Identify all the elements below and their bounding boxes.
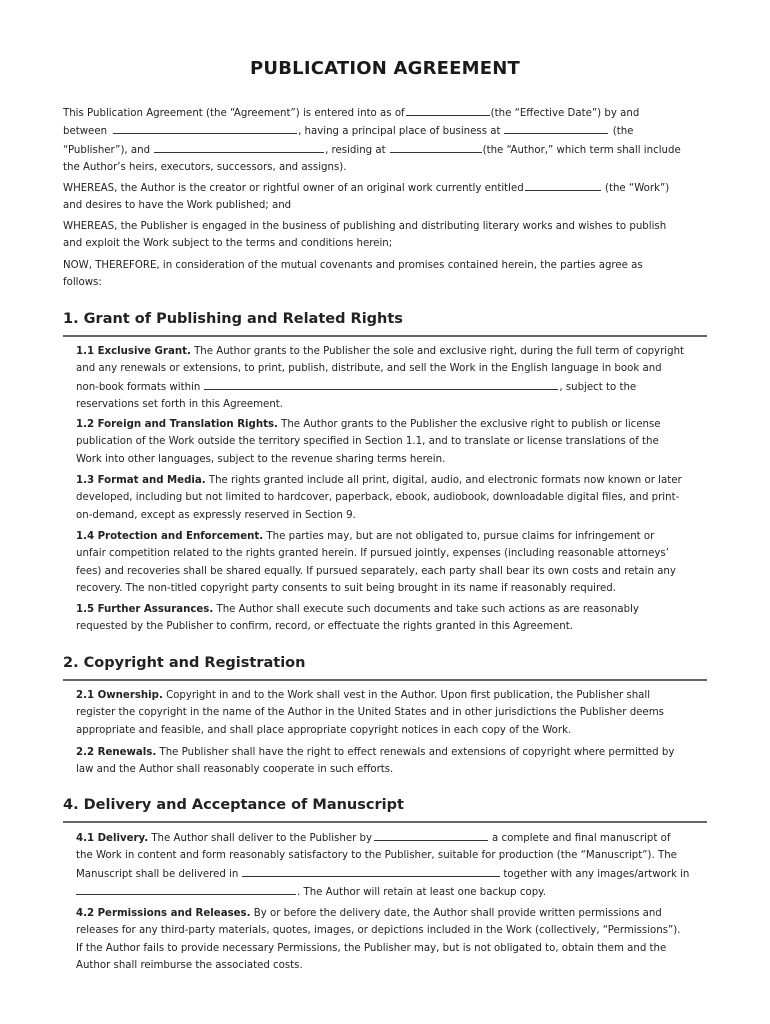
clause-line	[76, 905, 706, 922]
clause-label: 4.1 Delivery.	[76, 833, 149, 844]
clause-1-5	[76, 601, 706, 636]
clause-text: together with any images/artwork in	[503, 868, 690, 880]
clause-2-1	[76, 687, 706, 739]
clause-text: By or before the delivery date, the Author shall provide written permissions and	[250, 908, 662, 919]
intro-text: (the “Work”)	[605, 183, 670, 194]
artwork-format-blank[interactable]	[76, 883, 296, 895]
intro-line: NOW, THEREFORE, in consideration of the mutual covenants and promises contained herein, the parties agree as	[63, 260, 643, 271]
work-title-blank[interactable]	[525, 179, 601, 191]
clause-line	[76, 865, 706, 883]
effective-date-blank[interactable]	[406, 104, 490, 116]
clause-1-2	[76, 416, 706, 468]
clause-text: The Author grants to the Publisher the exclusive right to publish or license	[277, 419, 661, 430]
clause-4-1	[76, 829, 706, 902]
clause-line: register the copyright in the name of the Author in the United States and in other jurisdictions the Publisher deems	[76, 707, 664, 719]
clause-line	[76, 883, 706, 901]
author-name-blank[interactable]	[154, 141, 324, 153]
clause-4-2	[76, 905, 706, 975]
clause-line: If the Author fails to provide necessary Permissions, the Publisher may, but is not obligated to, obtain them and the	[76, 942, 667, 954]
clause-text: The Author shall execute such documents and take such actions as are reasonably	[213, 604, 639, 615]
clause-label: 2.1 Ownership.	[76, 690, 163, 701]
intro-line	[63, 141, 703, 159]
clause-line: releases for any third-party materials, quotes, images, or depictions included in the Work (collectively, “Permissions”).	[76, 925, 681, 937]
intro-text: WHEREAS, the Author is the creator or rightful owner of an original work currently entitled	[63, 183, 524, 194]
clause-text: , subject to the	[559, 381, 637, 393]
section-heading-4: 4. Delivery and Acceptance of Manuscript	[63, 797, 404, 813]
clause-line: on-demand, except as expressly reserved in Section 9.	[76, 509, 356, 521]
clause-line: Author shall reimburse the associated costs.	[76, 960, 303, 972]
clause-text: Manuscript shall be delivered in	[76, 868, 239, 880]
intro-line	[63, 104, 703, 122]
clause-1-4	[76, 528, 706, 598]
section-divider	[63, 679, 707, 681]
intro-text: , residing at	[325, 144, 386, 156]
clause-text: The Author grants to the Publisher the sole and exclusive right, during the full term of copyright	[190, 346, 685, 357]
intro-line: and exploit the Work subject to the terms and conditions herein;	[63, 238, 393, 250]
clause-label: 1.3 Format and Media.	[76, 475, 206, 486]
clause-label: 1.2 Foreign and Translation Rights.	[76, 419, 278, 430]
clause-line: and any renewals or extensions, to print, publish, distribute, and sell the Work in the English language in book and	[76, 363, 662, 375]
clause-line	[76, 829, 706, 847]
clause-line: reservations set forth in this Agreement.	[76, 399, 284, 411]
clause-label: 2.2 Renewals.	[76, 747, 157, 758]
manuscript-format-blank[interactable]	[242, 865, 500, 877]
clause-text: a complete and final manuscript of	[492, 833, 671, 844]
clause-line	[76, 528, 706, 545]
intro-text: This Publication Agreement (the “Agreement”) is entered into as of	[63, 108, 405, 119]
publisher-address-blank[interactable]	[504, 122, 608, 134]
clause-text: Copyright in and to the Work shall vest in the Author. Upon first publication, the Publisher shall	[162, 690, 651, 701]
clause-line	[76, 378, 706, 396]
intro-line	[63, 159, 703, 176]
clause-text: The parties may, but are not obligated to, pursue claims for infringement or	[263, 531, 655, 542]
intro-text: between	[63, 126, 108, 138]
intro-paragraph-4	[63, 257, 703, 292]
clause-line	[76, 687, 706, 704]
clause-line	[76, 744, 706, 761]
clause-line: developed, including but not limited to hardcover, paperback, ebook, audiobook, downloadable digital files, and print-	[76, 492, 680, 504]
clause-line: requested by the Publisher to confirm, record, or effectuate the rights granted in this Agreement.	[76, 621, 573, 633]
intro-text: (the	[612, 126, 634, 138]
author-address-blank[interactable]	[390, 141, 482, 153]
clause-1-3	[76, 472, 706, 524]
intro-line	[63, 197, 703, 214]
intro-paragraph-1	[63, 104, 703, 177]
clause-text: The rights granted include all print, digital, audio, and electronic formats now known or later	[205, 475, 682, 486]
intro-paragraph-3	[63, 218, 703, 253]
clause-line	[76, 343, 706, 360]
intro-text: “Publisher”), and	[63, 144, 151, 156]
intro-line: WHEREAS, the Publisher is engaged in the business of publishing and distributing literary works and wishes to publish	[63, 221, 667, 232]
clause-line: law and the Author shall reasonably cooperate in such efforts.	[76, 764, 394, 776]
clause-line: Work into other languages, subject to the revenue sharing terms herein.	[76, 453, 446, 465]
section-heading-1: 1. Grant of Publishing and Related Rights	[63, 311, 403, 327]
clause-line	[76, 416, 706, 433]
section-divider	[63, 335, 707, 337]
clause-text: The Publisher shall have the right to effect renewals and extensions of copyright where permitted by	[156, 747, 675, 758]
clause-label: 1.1 Exclusive Grant.	[76, 346, 191, 357]
publisher-name-blank[interactable]	[113, 122, 297, 134]
intro-text: the Author’s heirs, executors, successors, and assigns).	[63, 162, 347, 174]
clause-text: . The Author will retain at least one backup copy.	[297, 887, 546, 899]
intro-line: follows:	[63, 277, 102, 289]
clause-line: appropriate and feasible, and shall place appropriate copyright notices in each copy of the Work.	[76, 724, 572, 736]
intro-text: (the “Author,” which term shall include	[482, 144, 681, 156]
clause-label: 4.2 Permissions and Releases.	[76, 908, 251, 919]
intro-text: , having a principal place of business at	[298, 126, 501, 138]
section-divider	[63, 821, 707, 823]
clause-line	[76, 472, 706, 489]
clause-text: non-book formats within	[76, 381, 201, 393]
clause-line: the Work in content and form reasonably satisfactory to the Publisher, suitable for production (the “Manuscript”). The	[76, 850, 677, 862]
clause-line: fees) and recoveries shall be shared equally. If pursued separately, each party shall bear its own costs and retain any	[76, 565, 676, 577]
clause-label: 1.5 Further Assurances.	[76, 604, 214, 615]
intro-line	[63, 179, 703, 197]
intro-text: and desires to have the Work published; and	[63, 200, 292, 212]
clause-1-1	[76, 343, 706, 414]
clause-label: 1.4 Protection and Enforcement.	[76, 531, 264, 542]
page-title: PUBLICATION AGREEMENT	[250, 58, 520, 79]
clause-text: The Author shall deliver to the Publisher by	[148, 833, 373, 844]
clause-2-2	[76, 744, 706, 779]
intro-text: (the “Effective Date”) by and	[490, 108, 640, 119]
intro-line	[63, 122, 703, 140]
clause-line: recovery. The non-titled copyright party consents to suit being brought in its name if reasonably required.	[76, 583, 616, 595]
territory-blank[interactable]	[204, 378, 558, 390]
clause-line	[76, 601, 706, 618]
delivery-date-blank[interactable]	[374, 829, 488, 841]
clause-line: publication of the Work outside the territory specified in Section 1.1, and to translate or license translations of the	[76, 436, 659, 448]
clause-line: unfair competition related to the rights granted herein. If pursued jointly, expenses (including reasonable attorneys’	[76, 548, 669, 560]
intro-paragraph-2	[63, 179, 703, 215]
section-heading-2: 2. Copyright and Registration	[63, 655, 306, 671]
